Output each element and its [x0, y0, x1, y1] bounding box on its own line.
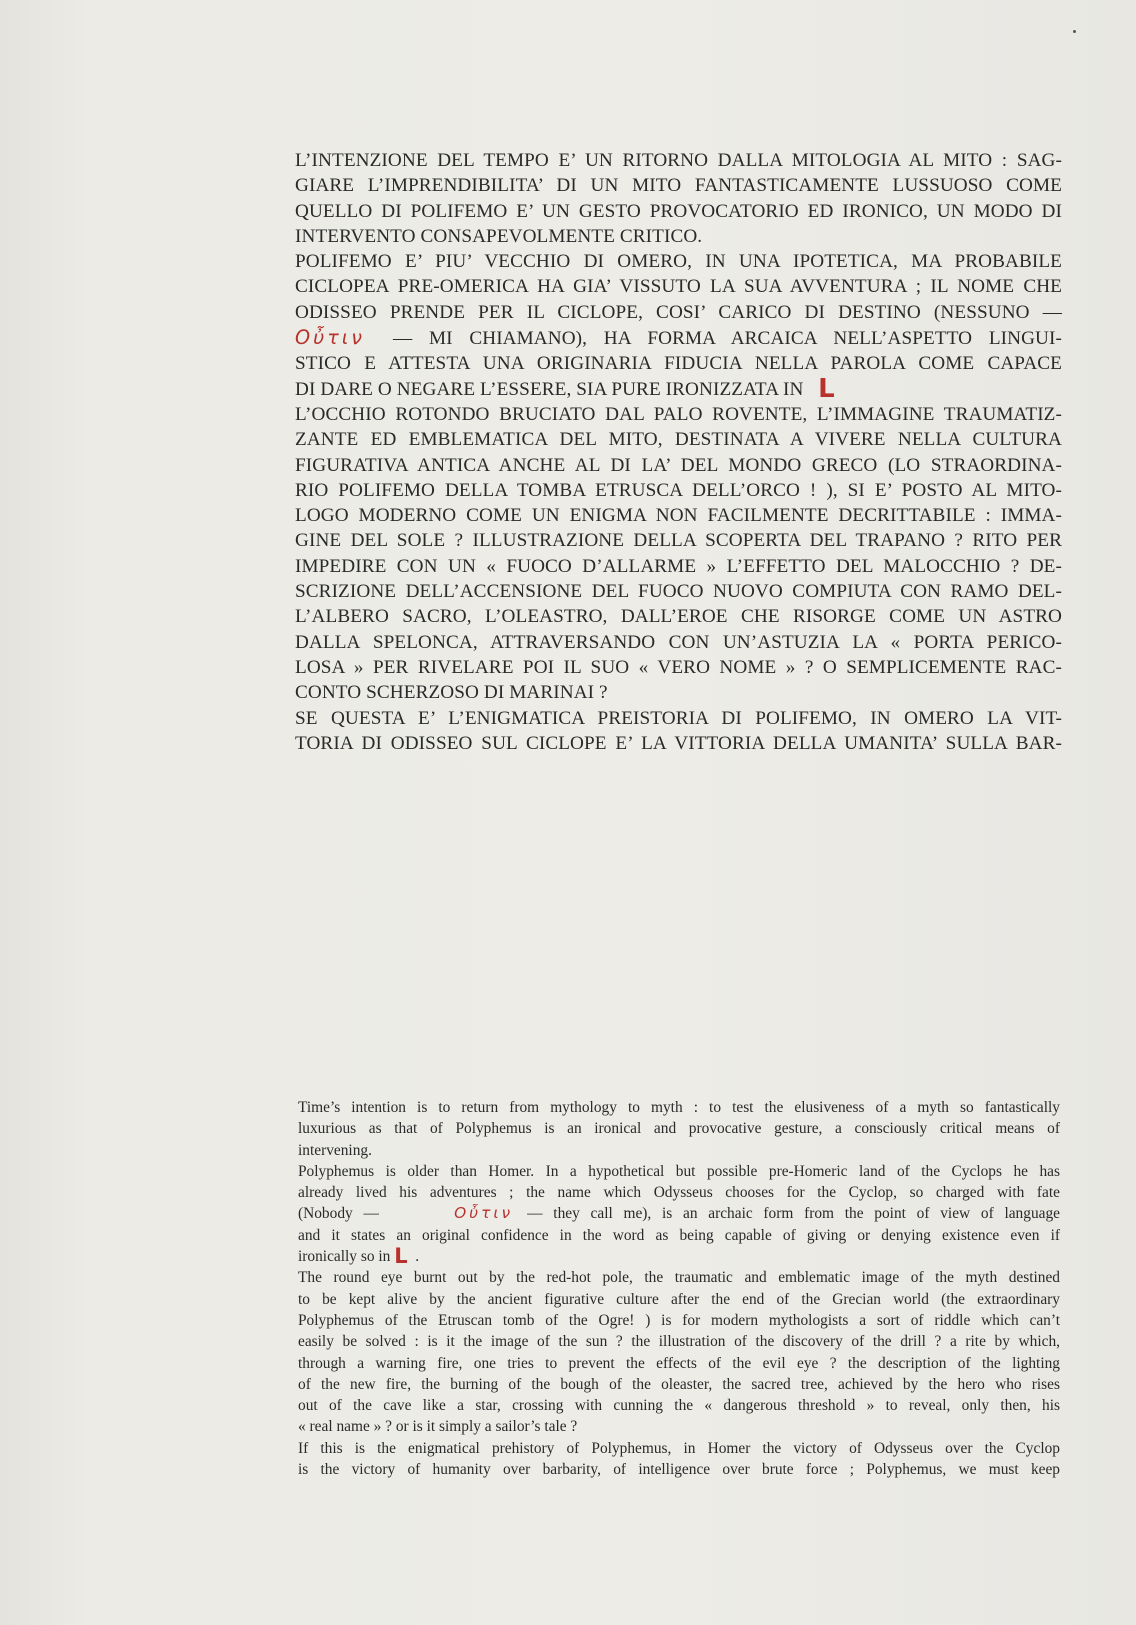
it-line: FIGURATIVA ANTICA ANCHE AL DI LA’ DEL MONDO GRECO (LO STRAORDINA-	[295, 454, 1062, 476]
it-line: ZANTE ED EMBLEMATICA DEL MITO, DESTINATA A VIVERE NELLA CULTURA	[295, 429, 1062, 451]
it-line-with-letter	[295, 373, 1062, 404]
en-line-text: ironically so in	[298, 1248, 391, 1266]
handwritten-letter-en: L	[394, 1244, 408, 1269]
en-line-rest: — they call me), is an archaic form from the point of view of language	[527, 1205, 1061, 1223]
it-line: QUELLO DI POLIFEMO E’ UN GESTO PROVOCATORIO ED IRONICO, UN MODO DI	[295, 200, 1062, 222]
handwritten-letter: L	[818, 373, 835, 404]
it-line: GIARE L’IMPRENDIBILITA’ DI UN MITO FANTASTICAMENTE LUSSUOSO COME	[295, 175, 1062, 197]
it-line: ODISSEO PRENDE PER IL CICLOPE, COSI’ CARICO DI DESTINO (NESSUNO —	[295, 301, 1062, 323]
en-line: If this is the enigmatical prehistory of Polyphemus, in Homer the victory of Odysseus over the Cyclop	[298, 1439, 1060, 1457]
en-line: through a warning fire, one tries to prevent the effects of the evil eye ? the description of the lighting	[298, 1354, 1060, 1372]
en-line-with-letter	[298, 1246, 1060, 1267]
en-line: intervening.	[298, 1141, 372, 1159]
it-line-with-greek	[295, 325, 1062, 351]
en-line: of the new fire, the burning of the bough of the oleaster, the sacred tree, achieved by the hero who rises	[298, 1375, 1060, 1393]
en-line: Polyphemus of the Etruscan tomb of the Ogre! ) is for modern mythologists a sort of riddle which can’t	[298, 1311, 1060, 1329]
en-line: Time’s intention is to return from mythology to myth : to test the elusiveness of a myth so fantastically	[298, 1099, 1060, 1116]
en-line: Polyphemus is older than Homer. In a hypothetical but possible pre-Homeric land of the Cyclops he has	[298, 1162, 1060, 1180]
it-line-text: DI DARE O NEGARE L’ESSERE, SIA PURE IRONIZZATA IN	[295, 378, 804, 400]
it-line: SE QUESTA E’ L’ENIGMATICA PREISTORIA DI POLIFEMO, IN OMERO LA VIT-	[295, 707, 1062, 729]
en-line: The round eye burnt out by the red-hot pole, the traumatic and emblematic image of the myth destined	[298, 1269, 1060, 1287]
it-line-rest: — MI CHIAMANO), HA FORMA ARCAICA NELL’ASPETTO LINGUI-	[392, 328, 1062, 350]
en-line: easily be solved : is it the image of the sun ? the illustration of the discovery of the drill ? a rite by which,	[298, 1333, 1060, 1351]
it-line: STICO E ATTESTA UNA ORIGINARIA FIDUCIA NELLA PAROLA COME CAPACE	[295, 353, 1062, 375]
it-line: L’ALBERO SACRO, L’OLEASTRO, DALL’EROE CHE RISORGE COME UN ASTRO	[295, 606, 1062, 628]
it-line: LOGO MODERNO COME UN ENIGMA NON FACILMENTE DECRITTABILE : IMMA-	[295, 505, 1062, 527]
it-line: RIO POLIFEMO DELLA TOMBA ETRUSCA DELL’ORCO ! ), SI E’ POSTO AL MITO-	[295, 479, 1062, 501]
it-line: POLIFEMO E’ PIU’ VECCHIO DI OMERO, IN UNA IPOTETICA, MA PROBABILE	[295, 251, 1062, 273]
en-line: and it states an original confidence in the word as being capable of giving or denying existence even if	[298, 1226, 1060, 1244]
it-line: CICLOPEA PRE-OMERICA HA GIA’ VISSUTO LA SUA AVVENTURA ; IL NOME CHE	[295, 276, 1062, 298]
handwritten-greek-word: Oὖτιν	[295, 326, 365, 350]
en-line: is the victory of humanity over barbarity, of intelligence over brute force ; Polyphemus, we must keep	[298, 1461, 1060, 1479]
it-line: INTERVENTO CONSAPEVOLMENTE CRITICO.	[295, 225, 703, 247]
it-line: DALLA SPELONCA, ATTRAVERSANDO CON UN’ASTUZIA LA « PORTA PERICO-	[295, 631, 1062, 653]
it-line: L’INTENZIONE DEL TEMPO E’ UN RITORNO DALLA MITOLOGIA AL MITO : SAG-	[295, 150, 1062, 171]
italian-text-block	[295, 148, 1062, 756]
en-line: out of the cave like a star, crossing with cunning the « dangerous threshold » to reveal, only then, his	[298, 1397, 1060, 1415]
it-line: TORIA DI ODISSEO SUL CICLOPE E’ LA VITTORIA DELLA UMANITA’ SULLA BAR-	[295, 732, 1062, 754]
trailing-dot: .	[415, 1248, 420, 1266]
english-text-block	[298, 1097, 1060, 1480]
en-line: luxurious as that of Polyphemus is an ironical and provocative gesture, a consciously critical means of	[298, 1120, 1060, 1138]
en-line: « real name » ? or is it simply a sailor’s tale ?	[298, 1418, 578, 1436]
it-line: LOSA » PER RIVELARE POI IL SUO « VERO NOME » ? O SEMPLICEMENTE RAC-	[295, 656, 1062, 678]
it-line: IMPEDIRE CON UN « FUOCO D’ALLARME » L’EFFETTO DEL MALOCCHIO ? DE-	[295, 555, 1062, 577]
en-line-start: (Nobody —	[298, 1205, 379, 1223]
en-line: already lived his adventures ; the name which Odysseus chooses for the Cyclop, so charged with fate	[298, 1184, 1060, 1202]
it-line: L’OCCHIO ROTONDO BRUCIATO DAL PALO ROVENTE, L’IMMAGINE TRAUMATIZ-	[295, 403, 1062, 425]
it-line: SCRIZIONE DELL’ACCENSIONE DEL FUOCO NUOVO COMPIUTA CON RAMO DEL-	[295, 581, 1062, 603]
page-speck	[1073, 30, 1076, 33]
en-line: to be kept alive by the ancient figurative culture after the end of the Grecian world (the extraordinary	[298, 1290, 1060, 1308]
it-line: CONTO SCHERZOSO DI MARINAI ?	[295, 682, 608, 704]
en-line-with-greek	[298, 1203, 1060, 1224]
handwritten-greek-word-en: Oὖτιν	[454, 1204, 514, 1223]
it-line: GINE DEL SOLE ? ILLUSTRAZIONE DELLA SCOPERTA DEL TRAPANO ? RITO PER	[295, 530, 1062, 552]
